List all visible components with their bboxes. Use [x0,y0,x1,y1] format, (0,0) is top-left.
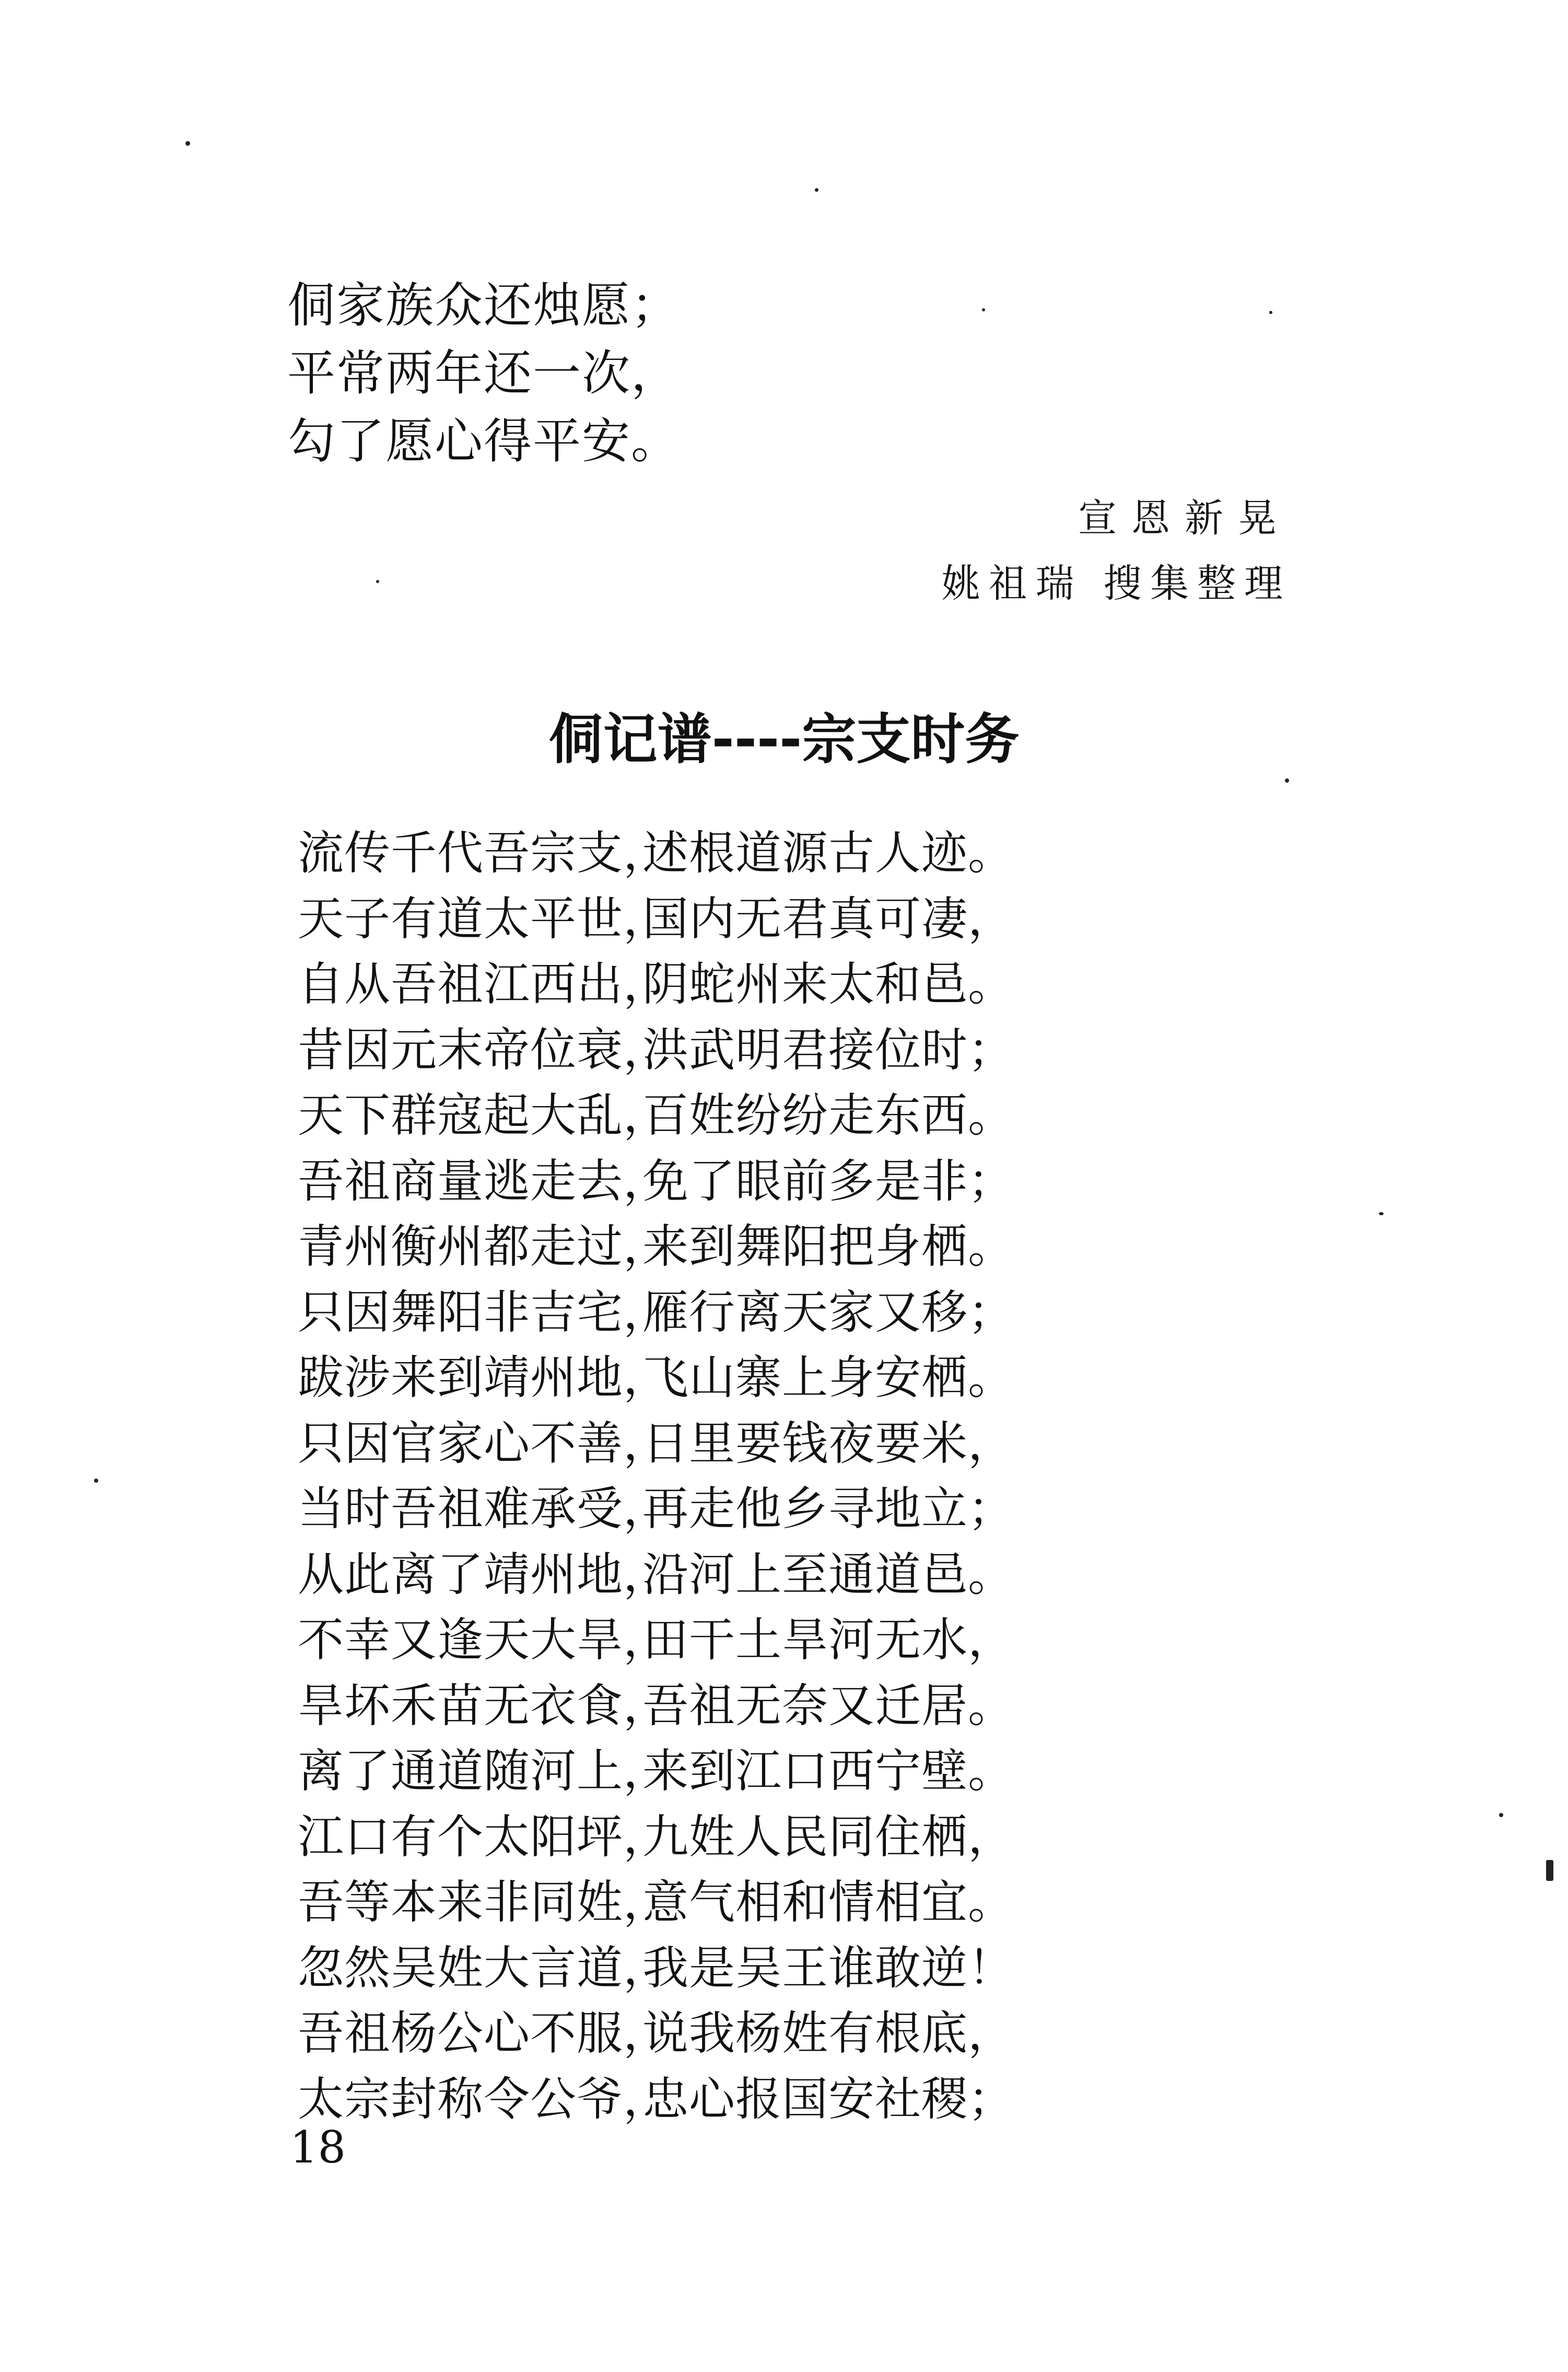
poem-line [298,2066,1081,2132]
poem-line-first-half: 忽然吴姓大言道， [298,1940,670,1995]
poem-line-second-half: 百姓纷纷走东西。 [642,1088,1015,1142]
poem-line [298,1148,1081,1214]
poem-line-second-half: 国内无君真可凄， [642,891,1015,946]
poem-line [298,1673,1081,1739]
poem-line-first-half: 太宗封称令公爷， [298,2072,670,2126]
poem-line-second-half: 飞山寨上身安栖。 [642,1351,1015,1404]
poem-line-first-half: 天下群寇起大乱， [298,1088,670,1142]
credits-location: 宣恩新晃 [1078,496,1291,541]
poem-line-second-half: 阴蛇州来太和邑。 [642,957,1015,1011]
poem-line-second-half: 田干土旱河无水， [642,1613,1015,1667]
credits-collector: 姚祖瑞 搜集整理 [941,561,1291,606]
poem-line [298,1935,1081,2001]
page-number: 18 [290,2122,346,2173]
scan-speck [1269,311,1272,314]
poem-line-second-half: 来到舞阳把身栖。 [642,1219,1015,1273]
poem-line [298,1017,1081,1083]
poem-line-second-half: 意气相和情相宜。 [642,1875,1015,1929]
poem-line-first-half: 不幸又逢天大旱， [298,1613,670,1667]
intro-verse [287,272,1019,475]
poem-line-first-half: 从此离了靖州地， [298,1547,670,1601]
scan-speck [1285,778,1289,783]
poem-line [298,1738,1081,1804]
poem-line-second-half: 日里要钱夜要米， [642,1416,1015,1470]
poem-line [298,1542,1081,1608]
poem-line-second-half: 忠心报国安社稷； [642,2072,1015,2126]
poem-line-second-half: 述根道源古人迹。 [642,826,1015,880]
poem-line-second-half: 免了眼前多是非； [642,1154,1015,1208]
poem-line-second-half: 我是吴王谁敢逆！ [642,1940,1015,1995]
poem-line [298,1345,1081,1411]
poem-line [298,820,1081,886]
poem-line-second-half: 吾祖无奈又迁居。 [642,1678,1015,1733]
poem-line [298,1476,1081,1542]
poem-line-first-half: 自从吾祖江西出， [298,957,670,1011]
poem-line-second-half: 雁行离天家又移； [642,1285,1015,1339]
poem-line-second-half: 说我杨姓有根底， [642,2006,1015,2060]
scan-speck [815,188,818,192]
poem-line-first-half: 天子有道太平世， [298,891,670,946]
poem-body [298,820,1081,2132]
poem-line [298,1411,1081,1476]
poem-line-first-half: 当时吾祖难承受， [298,1482,670,1536]
credits-block [664,486,1291,617]
scan-speck [1379,1212,1384,1215]
poem-line-first-half: 只因舞阳非吉宅， [298,1285,670,1339]
scan-speck [376,580,379,583]
poem-line-second-half: 沿河上至通道邑。 [642,1547,1015,1601]
poem-line-second-half: 来到江口西宁壁。 [642,1744,1015,1798]
poem-line-first-half: 昔因元末帝位衰， [298,1022,670,1077]
scan-speck [1499,1813,1503,1817]
poem-line-first-half: 流传千代吾宗支， [298,826,670,880]
scan-speck [1546,1860,1553,1881]
poem-line-first-half: 吾等本来非同姓， [298,1875,670,1929]
poem-line-first-half: 江口有个太阳坪， [298,1809,670,1864]
poem-line-second-half: 再走他乡寻地立； [642,1482,1015,1536]
intro-line: 平常两年还一次， [287,345,681,401]
scan-speck [94,1479,98,1483]
poem-line-second-half: 洪武明君接位时； [642,1022,1015,1077]
poem-line [298,951,1081,1017]
poem-line-second-half: 九姓人民同住栖， [642,1809,1015,1864]
poem-line [298,1083,1081,1148]
poem-line [298,2001,1081,2066]
intro-line: 侗家族众还烛愿； [287,277,681,333]
poem-line [298,1607,1081,1673]
poem-line [298,1804,1081,1870]
poem-line [298,1869,1081,1935]
poem-line-first-half: 吾祖杨公心不服， [298,2006,670,2060]
poem-line-first-half: 旱坏禾苗无衣食， [298,1678,670,1733]
poem-line-first-half: 只因官家心不善， [298,1416,670,1470]
poem-line [298,1280,1081,1345]
poem-line-first-half: 跋涉来到靖州地， [298,1351,670,1404]
poem-line-first-half: 青州衡州都走过， [298,1219,670,1273]
poem-line [298,886,1081,952]
section-title: 侗记谱----宗支时务 [548,707,1020,771]
poem-line-first-half: 吾祖商量逃走去， [298,1154,670,1208]
scan-speck [185,141,190,146]
poem-line-first-half: 离了通道随河上， [298,1744,670,1798]
intro-line: 勾了愿心得平安。 [287,413,681,469]
poem-line [298,1214,1081,1280]
